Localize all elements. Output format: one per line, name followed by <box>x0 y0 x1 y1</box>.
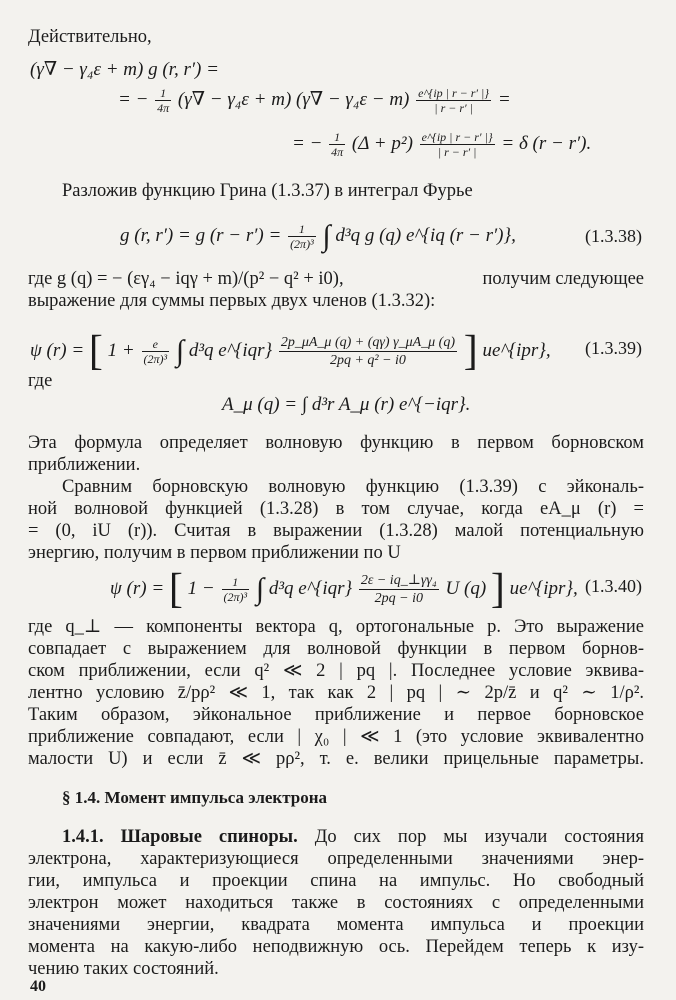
paragraph-compare-line3: = (0, iU (r)). Считая в выражении (1.3.28) малой потенциальную <box>28 521 644 541</box>
eq-140-tail: ue^{ipr}, <box>509 577 578 599</box>
where-1-tail: получим следующее <box>482 269 644 289</box>
eq-a3-operator: (Δ + p²) <box>351 132 413 154</box>
equation-1-3-39 <box>30 328 551 375</box>
eq-139-tail: ue^{ipr}, <box>482 339 551 361</box>
eq-140-fraction: $\frac{\text{2ε − iq\_⊥γγ₄}}{2pq - i0}$ <box>360 573 437 606</box>
integral-sign: ∫ <box>255 572 265 606</box>
left-bracket: [ <box>88 328 103 375</box>
paragraph-sum: выражение для суммы первых двух членов (1.3.32): <box>28 291 436 311</box>
paragraph-after-line1: где q_⊥ — компоненты вектора q, ортогональные p. Это выражение <box>28 617 644 637</box>
eq-140-potential: U (q) <box>445 577 487 599</box>
eq-a2-lead: = − <box>118 88 154 110</box>
section-line1-text: До сих пор мы изучали состояния <box>314 827 645 847</box>
paragraph-section-line2: электрона, характеризующиеся определенными значениями энер- <box>28 849 644 869</box>
eq-139-fraction: $\frac{2p\_\mu A\_\mu (q) + (q\gamma) \gamma\_\mu A\_\mu (q)}{\text{2pq + q² − i0}}$ <box>280 335 456 368</box>
paragraph-after-line2: совпадает с выражением для волновой функции в первом борнов- <box>28 639 644 659</box>
paragraph-fourier: Разложив функцию Грина (1.3.37) в интеграл Фурье <box>62 181 473 201</box>
eq-140-one: 1 − <box>187 577 215 599</box>
eq-a2-fraction: $\frac{e\^{}\{ip | r - r' |\}}{| r - r' |}$ <box>418 86 490 115</box>
integral-sign: ∫ <box>322 219 331 253</box>
eq-a2-equals: = <box>497 88 511 110</box>
equation-number-1-3-38: (1.3.38) <box>585 226 642 246</box>
paragraph-section-line1 <box>62 826 644 848</box>
eq-a2-prefactor: $\frac{1}{4\pi}$ <box>157 86 170 115</box>
eq-a2-operators: (γ∇ − γ₄ε + m) (γ∇ − γ₄ε − m) <box>177 88 410 110</box>
integral-sign: ∫ <box>175 334 185 368</box>
eq-138-lhs: g (r, r′) = g (r − r′) = <box>120 224 282 246</box>
equation-1-3-38 <box>120 219 516 253</box>
paragraph-section-line5: значениями энергии, квадрата момента импульса и проекции <box>28 915 644 935</box>
eq-a3-prefactor: $\frac{1}{4\pi}$ <box>331 130 344 159</box>
equation-number-1-3-40: (1.3.40) <box>585 576 642 596</box>
paragraph-after-line4: лентно условию z̄/pρ² ≪ 1, так как 2 | pq | ∼ 2p/z̄ и q² ∼ 1/ρ². <box>28 683 644 703</box>
paragraph-section-line6: момента на какую-либо неподвижную ось. Перейдем теперь к изу- <box>28 937 644 957</box>
eq-138-rhs: d³q g (q) e^{iq (r − r′)}, <box>335 224 516 246</box>
eq-140-measure: d³q e^{iqr} <box>268 577 353 599</box>
equation-1-3-40 <box>110 566 578 613</box>
eq-a3-lead: = − <box>292 132 328 154</box>
paragraph-formula-line2: приближении. <box>28 455 141 475</box>
left-bracket: [ <box>168 566 183 613</box>
paragraph-after-line3: ском приближении, если q² ≪ 2 | pq |. Последнее условие эквива- <box>28 661 644 681</box>
paragraph-after-line5: Таким образом, эйкональное приближение и первое борновское <box>28 705 644 725</box>
paragraph-section-line7: чению таких состояний. <box>28 959 219 979</box>
right-bracket: ] <box>463 328 478 375</box>
equation-a-mu: A_μ (q) = ∫ d³r A_μ (r) e^{−iqr}. <box>222 394 471 415</box>
eq-138-prefactor: $\frac{1}{\text{(2π)³}}$ <box>290 222 314 251</box>
where-1-formula: где g (q) = − (εγ₄ − iqγ + m)/(p² − q² + i0), <box>28 269 344 289</box>
eq-139-measure: d³q e^{iqr} <box>188 339 273 361</box>
eq-a3-fraction: $\frac{e\^{}\{ip | r - r' |\}}{| r - r' |}$ <box>421 130 493 159</box>
paragraph-compare-line1: Сравним борновскую волновую функцию (1.3.39) с эйкональ- <box>62 477 644 497</box>
equation-number-1-3-39: (1.3.39) <box>585 338 642 358</box>
eq-139-one: 1 + <box>107 339 135 361</box>
equation-a-line2 <box>118 86 511 115</box>
paragraph-section-line4: электрон может находиться также в состояниях с определенными <box>28 893 644 913</box>
eq-140-lhs: ψ (r) = <box>110 577 165 599</box>
paragraph-where-1 <box>28 268 644 290</box>
paragraph-compare-line2: ной волновой функцией (1.3.28) в том случае, когда eA_μ (r) = <box>28 499 644 519</box>
paragraph-where-2: где <box>28 371 53 391</box>
paragraph-section-line3: гии, импульса и проекции спина на импульс. Но свободный <box>28 871 644 891</box>
section-heading: § 1.4. Момент импульса электрона <box>62 788 328 807</box>
intro-text: Действительно, <box>28 27 152 47</box>
paragraph-after-line6: приближение совпадают, если | χ₀ | ≪ 1 (это условие эквивалентно <box>28 727 644 747</box>
subsection-heading: 1.4.1. Шаровые спиноры. <box>62 827 298 847</box>
right-bracket: ] <box>490 566 505 613</box>
equation-a-line3 <box>292 130 591 159</box>
paragraph-compare-line4: энергию, получим в первом приближении по U <box>28 543 401 563</box>
equation-a-line1: (γ∇ − γ₄ε + m) g (r, r′) = <box>30 59 219 80</box>
eq-139-prefactor: $\frac{e}{\text{(2π)³}}$ <box>143 337 168 366</box>
paragraph-after-line7: малости U) и если z̄ ≪ pρ², т. е. велики прицельные параметры. <box>28 749 644 769</box>
page-number: 40 <box>30 978 46 995</box>
eq-139-lhs: ψ (r) = <box>30 339 85 361</box>
eq-a3-result: = δ (r − r′). <box>501 132 592 154</box>
paragraph-formula-line1: Эта формула определяет волновую функцию в первом борновском <box>28 433 644 453</box>
eq-140-prefactor: $\frac{1}{\text{(2π)³}}$ <box>223 575 248 604</box>
